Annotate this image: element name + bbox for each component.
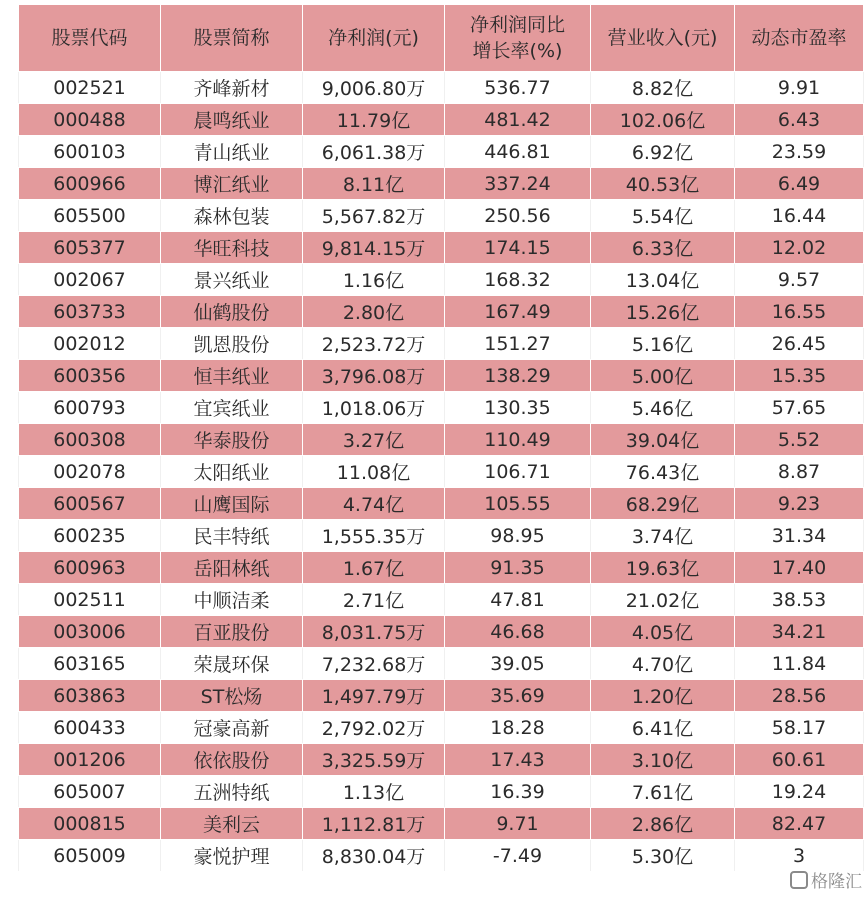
cell-net-profit: 2,523.72万 [303,328,445,360]
cell-net-profit-growth: 481.42 [445,104,591,136]
cell-net-profit-growth: 98.95 [445,520,591,552]
header-stock-name: 股票简称 [161,5,303,72]
cell-pe-ratio: 9.57 [735,264,864,296]
cell-revenue: 4.70亿 [591,648,735,680]
cell-stock-name: ST松炀 [161,680,303,712]
cell-pe-ratio: 11.84 [735,648,864,680]
cell-pe-ratio: 12.02 [735,232,864,264]
cell-net-profit-growth: 47.81 [445,584,591,616]
cell-net-profit-growth: 138.29 [445,360,591,392]
cell-stock-code: 605377 [19,232,161,264]
cell-stock-code: 002521 [19,72,161,104]
cell-stock-name: 民丰特纸 [161,520,303,552]
cell-stock-name: 仙鹤股份 [161,296,303,328]
cell-pe-ratio: 17.40 [735,552,864,584]
header-growth-line2: 增长率(%) [472,40,563,62]
cell-net-profit-growth: 9.71 [445,808,591,840]
cell-revenue: 39.04亿 [591,424,735,456]
cell-net-profit-growth: 167.49 [445,296,591,328]
cell-stock-name: 荣晟环保 [161,648,303,680]
table-row [19,232,864,264]
cell-net-profit-growth: 130.35 [445,392,591,424]
cell-net-profit-growth: 174.15 [445,232,591,264]
cell-revenue: 5.30亿 [591,840,735,872]
cell-net-profit: 8,031.75万 [303,616,445,648]
table-row [19,552,864,584]
table-row [19,200,864,232]
cell-stock-name: 华旺科技 [161,232,303,264]
cell-stock-code: 002078 [19,456,161,488]
cell-net-profit: 2.71亿 [303,584,445,616]
cell-stock-name: 恒丰纸业 [161,360,303,392]
cell-revenue: 1.20亿 [591,680,735,712]
table-row [19,136,864,168]
cell-revenue: 4.05亿 [591,616,735,648]
cell-stock-code: 600103 [19,136,161,168]
cell-stock-code: 603863 [19,680,161,712]
cell-net-profit: 11.08亿 [303,456,445,488]
cell-net-profit: 9,006.80万 [303,72,445,104]
cell-net-profit: 7,232.68万 [303,648,445,680]
header-growth-line1: 净利润同比 [469,14,565,36]
cell-net-profit: 9,814.15万 [303,232,445,264]
cell-revenue: 3.74亿 [591,520,735,552]
cell-pe-ratio: 26.45 [735,328,864,360]
cell-stock-name: 华泰股份 [161,424,303,456]
cell-net-profit-growth: 35.69 [445,680,591,712]
table-row [19,680,864,712]
cell-net-profit: 1,555.35万 [303,520,445,552]
cell-revenue: 5.46亿 [591,392,735,424]
cell-revenue: 5.00亿 [591,360,735,392]
table-row [19,424,864,456]
cell-stock-code: 600567 [19,488,161,520]
cell-net-profit-growth: 337.24 [445,168,591,200]
cell-net-profit: 8,830.04万 [303,840,445,872]
cell-stock-name: 宜宾纸业 [161,392,303,424]
cell-revenue: 21.02亿 [591,584,735,616]
cell-stock-code: 600356 [19,360,161,392]
cell-net-profit-growth: 91.35 [445,552,591,584]
cell-stock-code: 003006 [19,616,161,648]
cell-net-profit-growth: 151.27 [445,328,591,360]
cell-stock-name: 景兴纸业 [161,264,303,296]
cell-net-profit: 6,061.38万 [303,136,445,168]
cell-stock-code: 002067 [19,264,161,296]
cell-stock-code: 603165 [19,648,161,680]
cell-stock-name: 森林包装 [161,200,303,232]
cell-pe-ratio: 60.61 [735,744,864,776]
cell-net-profit: 1,497.79万 [303,680,445,712]
cell-pe-ratio: 16.44 [735,200,864,232]
watermark-text: 格隆汇 [811,872,862,892]
cell-stock-code: 600793 [19,392,161,424]
cell-net-profit: 3,796.08万 [303,360,445,392]
table-row [19,488,864,520]
cell-stock-name: 百亚股份 [161,616,303,648]
gelonghui-logo-icon [790,871,808,889]
table-row [19,72,864,104]
cell-net-profit-growth: 250.56 [445,200,591,232]
cell-stock-name: 美利云 [161,808,303,840]
cell-net-profit: 4.74亿 [303,488,445,520]
cell-net-profit-growth: 536.77 [445,72,591,104]
cell-pe-ratio: 9.91 [735,72,864,104]
cell-pe-ratio: 57.65 [735,392,864,424]
cell-pe-ratio: 82.47 [735,808,864,840]
cell-stock-name: 凯恩股份 [161,328,303,360]
cell-stock-name: 五洲特纸 [161,776,303,808]
cell-stock-name: 太阳纸业 [161,456,303,488]
cell-revenue: 40.53亿 [591,168,735,200]
table-header [19,5,864,72]
cell-net-profit-growth: 39.05 [445,648,591,680]
cell-net-profit: 1,112.81万 [303,808,445,840]
cell-stock-code: 002012 [19,328,161,360]
cell-net-profit-growth: 105.55 [445,488,591,520]
cell-stock-code: 600308 [19,424,161,456]
table-row [19,840,864,872]
cell-stock-code: 605007 [19,776,161,808]
cell-revenue: 102.06亿 [591,104,735,136]
cell-pe-ratio: 6.43 [735,104,864,136]
cell-pe-ratio: 8.87 [735,456,864,488]
table-row [19,808,864,840]
table-row [19,776,864,808]
cell-net-profit-growth: 110.49 [445,424,591,456]
cell-stock-code: 600963 [19,552,161,584]
cell-net-profit: 1.13亿 [303,776,445,808]
table-row [19,168,864,200]
header-stock-code: 股票代码 [19,5,161,72]
stock-table-container [18,4,863,872]
cell-stock-name: 冠豪高新 [161,712,303,744]
cell-revenue: 3.10亿 [591,744,735,776]
cell-stock-code: 000488 [19,104,161,136]
table-row [19,712,864,744]
table-body [19,72,864,872]
table-row [19,264,864,296]
cell-net-profit: 8.11亿 [303,168,445,200]
cell-pe-ratio: 34.21 [735,616,864,648]
cell-stock-code: 603733 [19,296,161,328]
table-row [19,584,864,616]
cell-stock-name: 青山纸业 [161,136,303,168]
header-row [19,5,864,72]
stock-table [18,4,864,872]
cell-pe-ratio: 9.23 [735,488,864,520]
cell-stock-code: 002511 [19,584,161,616]
cell-stock-name: 博汇纸业 [161,168,303,200]
cell-stock-name: 岳阳林纸 [161,552,303,584]
cell-pe-ratio: 28.56 [735,680,864,712]
cell-stock-code: 600966 [19,168,161,200]
cell-net-profit: 5,567.82万 [303,200,445,232]
header-pe-ratio: 动态市盈率 [735,5,864,72]
cell-revenue: 6.92亿 [591,136,735,168]
table-row [19,744,864,776]
cell-pe-ratio: 23.59 [735,136,864,168]
cell-net-profit: 1,018.06万 [303,392,445,424]
table-row [19,328,864,360]
cell-pe-ratio: 6.49 [735,168,864,200]
cell-stock-name: 晨鸣纸业 [161,104,303,136]
cell-pe-ratio: 58.17 [735,712,864,744]
table-row [19,616,864,648]
cell-pe-ratio: 19.24 [735,776,864,808]
cell-revenue: 6.41亿 [591,712,735,744]
cell-stock-code: 605009 [19,840,161,872]
cell-pe-ratio: 5.52 [735,424,864,456]
table-row [19,648,864,680]
watermark [790,867,862,892]
table-row [19,392,864,424]
cell-net-profit: 3,325.59万 [303,744,445,776]
cell-pe-ratio: 31.34 [735,520,864,552]
cell-stock-code: 001206 [19,744,161,776]
cell-net-profit-growth: 46.68 [445,616,591,648]
cell-net-profit: 2.80亿 [303,296,445,328]
cell-net-profit-growth: 17.43 [445,744,591,776]
cell-stock-code: 605500 [19,200,161,232]
cell-net-profit: 2,792.02万 [303,712,445,744]
table-row [19,296,864,328]
cell-stock-name: 依依股份 [161,744,303,776]
cell-revenue: 15.26亿 [591,296,735,328]
cell-revenue: 6.33亿 [591,232,735,264]
header-net-profit-growth [445,5,591,72]
cell-revenue: 2.86亿 [591,808,735,840]
cell-revenue: 68.29亿 [591,488,735,520]
cell-pe-ratio: 15.35 [735,360,864,392]
cell-revenue: 5.54亿 [591,200,735,232]
cell-stock-name: 山鹰国际 [161,488,303,520]
cell-net-profit-growth: 18.28 [445,712,591,744]
cell-net-profit-growth: 168.32 [445,264,591,296]
cell-net-profit-growth: 106.71 [445,456,591,488]
header-revenue: 营业收入(元) [591,5,735,72]
header-net-profit: 净利润(元) [303,5,445,72]
cell-revenue: 19.63亿 [591,552,735,584]
cell-revenue: 5.16亿 [591,328,735,360]
cell-revenue: 7.61亿 [591,776,735,808]
cell-net-profit-growth: -7.49 [445,840,591,872]
cell-net-profit: 11.79亿 [303,104,445,136]
cell-stock-name: 豪悦护理 [161,840,303,872]
cell-stock-code: 000815 [19,808,161,840]
cell-pe-ratio: 3 [735,840,864,872]
table-row [19,104,864,136]
cell-net-profit: 3.27亿 [303,424,445,456]
table-row [19,520,864,552]
cell-pe-ratio: 38.53 [735,584,864,616]
cell-net-profit: 1.16亿 [303,264,445,296]
cell-pe-ratio: 16.55 [735,296,864,328]
cell-stock-code: 600433 [19,712,161,744]
cell-net-profit-growth: 446.81 [445,136,591,168]
cell-net-profit-growth: 16.39 [445,776,591,808]
table-row [19,456,864,488]
cell-revenue: 76.43亿 [591,456,735,488]
cell-revenue: 13.04亿 [591,264,735,296]
cell-stock-name: 齐峰新材 [161,72,303,104]
cell-stock-name: 中顺洁柔 [161,584,303,616]
cell-net-profit: 1.67亿 [303,552,445,584]
cell-revenue: 8.82亿 [591,72,735,104]
table-row [19,360,864,392]
cell-stock-code: 600235 [19,520,161,552]
